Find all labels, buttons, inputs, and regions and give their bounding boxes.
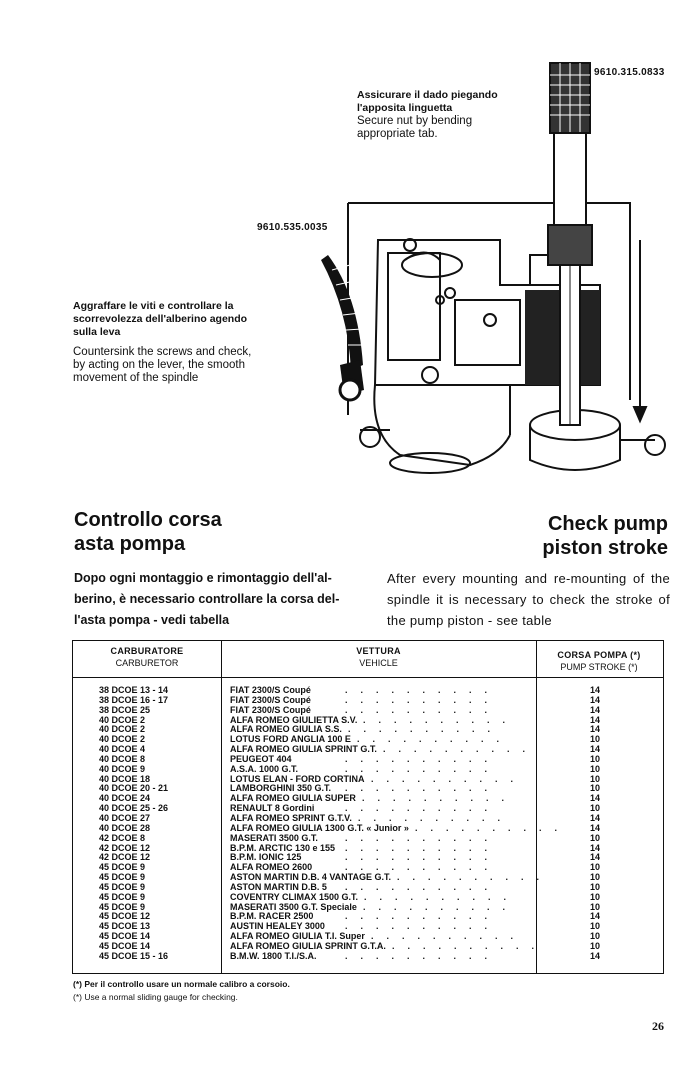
vehicle-cell: A.S.A. 1000 G.T. xyxy=(230,763,299,774)
vehicle-cell: RENAULT 8 Gordini xyxy=(230,803,315,814)
carburetor-cell: 40 DCOE 9 xyxy=(99,763,146,774)
vehicle-cell: MASERATI 3500 G.T. Speciale xyxy=(230,901,357,912)
vehicle-cell: COVENTRY CLIMAX 1500 G.T. xyxy=(230,891,359,902)
carburetor-cell: 45 DCOE 12 xyxy=(99,911,151,922)
stroke-cell: 10 xyxy=(589,921,600,932)
header-stroke-en: PUMP STROKE (*) xyxy=(560,662,638,672)
pump-stroke-table xyxy=(72,640,664,974)
carburetor-cell: 45 DCOE 14 xyxy=(99,931,151,942)
vehicle-cell: FIAT 2300/S Coupé xyxy=(230,694,311,705)
carburetor-illustration xyxy=(270,55,680,505)
stroke-cell: 14 xyxy=(589,950,600,961)
table-row xyxy=(73,921,663,931)
leader-dots: .......... xyxy=(357,734,513,745)
carburetor-cell: 38 DCOE 25 xyxy=(99,704,151,715)
leader-dots: .......... xyxy=(371,773,527,784)
screw-caption-en: Countersink the screws and check, by acting on the lever, the smooth movement of the spindle xyxy=(73,346,252,384)
leader-dots: .......... xyxy=(415,822,571,833)
screw-caption xyxy=(73,300,265,385)
table-row xyxy=(73,892,663,902)
carburetor-cell: 40 DCOE 2 xyxy=(99,724,146,735)
header-stroke-it: CORSA POMPA (*) xyxy=(557,650,641,660)
screw-caption-it: Aggraffare le viti e controllare la scorrevolezza dell'alberino agendo sulla leva xyxy=(73,300,248,338)
vehicle-cell: ALFA ROMEO 2600 xyxy=(230,862,313,873)
vehicle-cell: FIAT 2300/S Coupé xyxy=(230,685,311,695)
vehicle-cell: AUSTIN HEALEY 3000 xyxy=(230,921,325,932)
table-row xyxy=(73,754,663,764)
carburetor-cell: 40 DCOE 4 xyxy=(99,744,146,755)
table-row xyxy=(73,872,663,882)
stroke-cell: 14 xyxy=(589,852,600,863)
vehicle-cell: PEUGEOT 404 xyxy=(230,753,292,764)
stroke-cell: 10 xyxy=(589,862,600,873)
leader-dots: .......... xyxy=(345,852,501,863)
stroke-cell: 10 xyxy=(589,891,600,902)
table-row xyxy=(73,803,663,813)
leader-dots: .......... xyxy=(397,872,553,883)
vehicle-cell: ALFA ROMEO GIULIA T.I. Super xyxy=(230,931,365,942)
vehicle-cell: ASTON MARTIN D.B. 4 VANTAGE G.T. xyxy=(230,872,392,883)
vehicle-cell: LOTUS FORD ANGLIA 100 E xyxy=(230,734,351,745)
vehicle-cell: ALFA ROMEO GIULIA SUPER xyxy=(230,793,356,804)
table-row xyxy=(73,852,663,862)
table-row xyxy=(73,813,663,823)
vehicle-cell: LAMBORGHINI 350 G.T. xyxy=(230,783,332,794)
leader-dots: .......... xyxy=(345,881,501,892)
stroke-cell: 14 xyxy=(589,793,600,804)
tab-caption-en: Secure nut by bending appropriate tab. xyxy=(357,115,473,140)
carburetor-cell: 40 DCOE 24 xyxy=(99,793,151,804)
carburetor-cell: 40 DCOE 2 xyxy=(99,734,146,745)
vehicle-cell: MASERATI 3500 G.T. xyxy=(230,832,318,843)
stroke-cell: 10 xyxy=(589,881,600,892)
leader-dots: .......... xyxy=(358,812,514,823)
stroke-cell: 14 xyxy=(589,842,600,853)
table-body xyxy=(73,685,663,961)
table-row xyxy=(73,724,663,734)
stroke-cell: 14 xyxy=(589,911,600,922)
vehicle-cell: FIAT 2300/S Coupé xyxy=(230,704,311,715)
leader-dots: .......... xyxy=(363,714,519,725)
header-veh-it: VETTURA xyxy=(356,646,401,656)
leader-dots: .......... xyxy=(345,911,501,922)
table-row xyxy=(73,715,663,725)
leader-dots: .......... xyxy=(345,921,501,932)
table-row xyxy=(73,695,663,705)
part-code-mid: 9610.535.0035 xyxy=(257,222,328,233)
header-carb-en: CARBURETOR xyxy=(115,658,179,668)
table-row xyxy=(73,882,663,892)
table-row xyxy=(73,941,663,951)
heading-italian xyxy=(74,508,222,556)
stroke-cell: 14 xyxy=(589,714,600,725)
carburetor-cell: 45 DCOE 9 xyxy=(99,881,146,892)
heading-it-line2: asta pompa xyxy=(74,533,186,555)
vehicle-cell: B.P.M. ARCTIC 130 e 155 xyxy=(230,842,336,853)
page-number: 26 xyxy=(652,1019,664,1033)
table-row xyxy=(73,833,663,843)
stroke-cell: 14 xyxy=(589,822,600,833)
leader-dots: .......... xyxy=(345,803,501,814)
stroke-cell: 10 xyxy=(589,783,600,794)
leader-dots: .......... xyxy=(363,901,519,912)
carburetor-cell: 40 DCOE 2 xyxy=(99,714,146,725)
table-row xyxy=(73,705,663,715)
carburetor-cell: 40 DCOE 20 - 21 xyxy=(99,783,169,794)
carburetor-cell: 40 DCOE 8 xyxy=(99,753,146,764)
table-row xyxy=(73,862,663,872)
header-stroke xyxy=(536,649,662,673)
carburetor-cell: 45 DCOE 9 xyxy=(99,901,146,912)
vehicle-cell: ALFA ROMEO GIULIA S.S. xyxy=(230,724,342,735)
table-row xyxy=(73,951,663,961)
stroke-cell: 10 xyxy=(589,832,600,843)
table-row xyxy=(73,793,663,803)
carburetor-cell: 40 DCOE 28 xyxy=(99,822,151,833)
stroke-cell: 14 xyxy=(589,724,600,735)
stroke-cell: 10 xyxy=(589,773,600,784)
vehicle-cell: ALFA ROMEO GIULIA SPRINT G.T. xyxy=(230,744,377,755)
part-code-top: 9610.315.0833 xyxy=(594,67,665,78)
stroke-cell: 14 xyxy=(589,694,600,705)
heading-it-line1: Controllo corsa xyxy=(74,509,222,531)
intro-english: After every mounting and re-mounting of the spindle it is necessary to check the stroke of the pump piston - see table xyxy=(387,571,670,628)
leader-dots: .......... xyxy=(345,862,501,873)
leader-dots: .......... xyxy=(345,704,501,715)
stroke-cell: 10 xyxy=(589,901,600,912)
stroke-cell: 10 xyxy=(589,940,600,951)
leader-dots: .......... xyxy=(392,940,548,951)
leader-dots: .......... xyxy=(345,783,501,794)
carburetor-cell: 45 DCOE 9 xyxy=(99,872,146,883)
table-row xyxy=(73,685,663,695)
stroke-cell: 14 xyxy=(589,685,600,695)
leader-dots: .......... xyxy=(345,842,501,853)
stroke-cell: 14 xyxy=(589,744,600,755)
stroke-cell: 10 xyxy=(589,753,600,764)
table-row xyxy=(73,823,663,833)
header-veh-en: VEHICLE xyxy=(359,658,398,668)
stroke-cell: 10 xyxy=(589,803,600,814)
stroke-cell: 10 xyxy=(589,872,600,883)
table-row xyxy=(73,783,663,793)
leader-dots: .......... xyxy=(345,685,501,695)
carburetor-cell: 45 DCOE 9 xyxy=(99,862,146,873)
leader-dots: .......... xyxy=(364,891,520,902)
leader-dots: .......... xyxy=(345,832,501,843)
header-carburetor xyxy=(73,645,221,669)
footnote-italian: (*) Per il controllo usare un normale calibro a corsoio. xyxy=(73,979,290,989)
carburetor-cell: 38 DCOE 13 - 14 xyxy=(99,685,169,695)
table-row xyxy=(73,902,663,912)
carburetor-cell: 42 DCOE 8 xyxy=(99,832,146,843)
leader-dots: .......... xyxy=(362,793,518,804)
carburetor-cell: 42 DCOE 12 xyxy=(99,852,151,863)
leader-dots: .......... xyxy=(345,753,501,764)
carburetor-cell: 40 DCOE 27 xyxy=(99,812,151,823)
vehicle-cell: LOTUS ELAN - FORD CORTINA xyxy=(230,773,365,784)
carburetor-cell: 45 DCOE 13 xyxy=(99,921,151,932)
header-carb-it: CARBURATORE xyxy=(110,646,184,656)
header-vehicle xyxy=(221,645,536,669)
carburetor-cell: 45 DCOE 9 xyxy=(99,891,146,902)
carburetor-cell: 45 DCOE 15 - 16 xyxy=(99,950,169,961)
table-row xyxy=(73,774,663,784)
carburetor-cell: 40 DCOE 25 - 26 xyxy=(99,803,169,814)
intro-italian: Dopo ogni montaggio e rimontaggio dell'al-berino, è necessario controllare la corsa del-l'asta pompa - vedi tabella xyxy=(74,571,340,627)
stroke-cell: 10 xyxy=(589,931,600,942)
vehicle-cell: B.P.M. RACER 2500 xyxy=(230,911,314,922)
leader-dots: .......... xyxy=(345,763,501,774)
vehicle-cell: ALFA ROMEO GIULIA 1300 G.T. « Junior » xyxy=(230,822,409,833)
vehicle-cell: B.M.W. 1800 T.I./S.A. xyxy=(230,950,317,961)
vehicle-cell: ALFA ROMEO SPRINT G.T.V. xyxy=(230,812,352,823)
table-row xyxy=(73,764,663,774)
table-row xyxy=(73,744,663,754)
table-row xyxy=(73,843,663,853)
table-row xyxy=(73,911,663,921)
vehicle-cell: ALFA ROMEO GIULIETTA S.V. xyxy=(230,714,358,725)
carburetor-cell: 38 DCOE 16 - 17 xyxy=(99,694,169,705)
leader-dots: .......... xyxy=(345,950,501,961)
header-divider xyxy=(73,677,663,678)
footnote-english: (*) Use a normal sliding gauge for checking. xyxy=(73,992,238,1002)
tab-caption-it: Assicurare il dado piegando l'apposita linguetta xyxy=(357,89,498,114)
heading-en-line2: piston stroke xyxy=(542,537,668,559)
stroke-cell: 14 xyxy=(589,704,600,715)
leader-dots: .......... xyxy=(371,931,527,942)
vehicle-cell: B.P.M. IONIC 125 xyxy=(230,852,302,863)
carburetor-cell: 45 DCOE 14 xyxy=(99,940,151,951)
vehicle-cell: ALFA ROMEO GIULIA SPRINT G.T.A. xyxy=(230,940,386,951)
table-row xyxy=(73,734,663,744)
heading-english xyxy=(542,512,668,560)
table-row xyxy=(73,931,663,941)
carburetor-cell: 42 DCOE 12 xyxy=(99,842,151,853)
vehicle-cell: ASTON MARTIN D.B. 5 xyxy=(230,881,327,892)
stroke-cell: 10 xyxy=(589,763,600,774)
leader-dots: .......... xyxy=(348,724,504,735)
leader-dots: .......... xyxy=(383,744,539,755)
stroke-cell: 14 xyxy=(589,812,600,823)
stroke-cell: 10 xyxy=(589,734,600,745)
carburetor-cell: 40 DCOE 18 xyxy=(99,773,151,784)
leader-dots: .......... xyxy=(345,694,501,705)
heading-en-line1: Check pump xyxy=(547,513,668,535)
